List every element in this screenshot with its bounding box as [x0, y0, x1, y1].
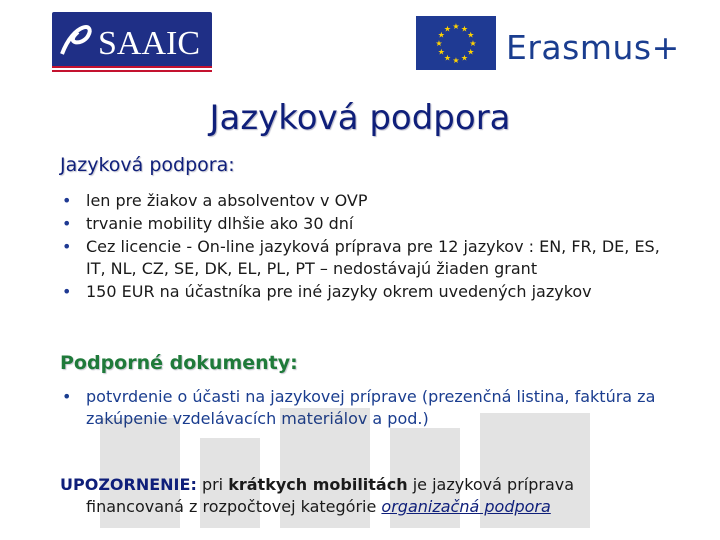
eu-star-icon: ★ [467, 30, 475, 40]
bullet-icon: • [62, 214, 72, 233]
eu-star-icon: ★ [443, 24, 452, 34]
warning-category: organizačná podpora [381, 497, 551, 516]
section-heading-supporting-documents: Podporné dokumenty: [60, 352, 298, 374]
list-item: • trvanie mobility dlhšie ako 30 dní [62, 214, 354, 233]
eu-star-icon: ★ [437, 47, 445, 57]
eu-star-icon: ★ [467, 47, 475, 57]
eu-star-icon: ★ [460, 24, 469, 34]
saaic-logo-text: SAAIC [98, 25, 201, 62]
eu-star-icon: ★ [452, 56, 460, 65]
list-item: • 150 EUR na účastníka pre iné jazyky okrem uvedených jazykov [62, 282, 592, 301]
bullet-icon: • [62, 387, 72, 406]
warning-emphasis: krátkych mobilitách [228, 475, 408, 494]
bullet-icon: • [62, 237, 72, 256]
erasmus-wordmark: Erasmus+ [506, 28, 680, 67]
saaic-logo-stripe [52, 66, 212, 74]
saaic-logo-mark [56, 16, 208, 66]
list-item: • Cez licencie - On-line jazyková príprava pre 12 jazykov : EN, FR, DE, ES, IT, NL, CZ, SE, DK, EL, PL, PT – nedostávajú žiaden grant [62, 237, 660, 278]
eu-star-icon: ★ [452, 22, 460, 31]
bullet-icon: • [62, 282, 72, 301]
section-heading-language-support: Jazyková podpora: [60, 154, 235, 176]
eu-star-icon: ★ [437, 30, 445, 40]
eu-star-icon: ★ [435, 39, 443, 48]
list-item: • len pre žiakov a absolventov v OVP [62, 191, 368, 210]
warning-label: UPOZORNENIE: [60, 475, 197, 494]
eu-star-icon: ★ [469, 39, 477, 48]
supporting-documents-list [60, 386, 660, 431]
saaic-logo [52, 12, 212, 74]
page-title: Jazyková podpora [209, 98, 511, 138]
eu-star-icon: ★ [443, 53, 452, 63]
eu-star-icon: ★ [460, 53, 469, 63]
warning-note: UPOZORNENIE: pri krátkych mobilitách je jazyková príprava financovaná z rozpočtovej kategórie organizačná podpora [60, 475, 575, 516]
bullet-icon: • [62, 191, 72, 210]
eu-flag-icon [416, 16, 496, 70]
list-item: • potvrdenie o účasti na jazykovej príprave (prezenčná listina, faktúra za zakúpenie vzdelávacích materiálov a pod.) [62, 387, 656, 428]
language-support-list [60, 190, 660, 304]
